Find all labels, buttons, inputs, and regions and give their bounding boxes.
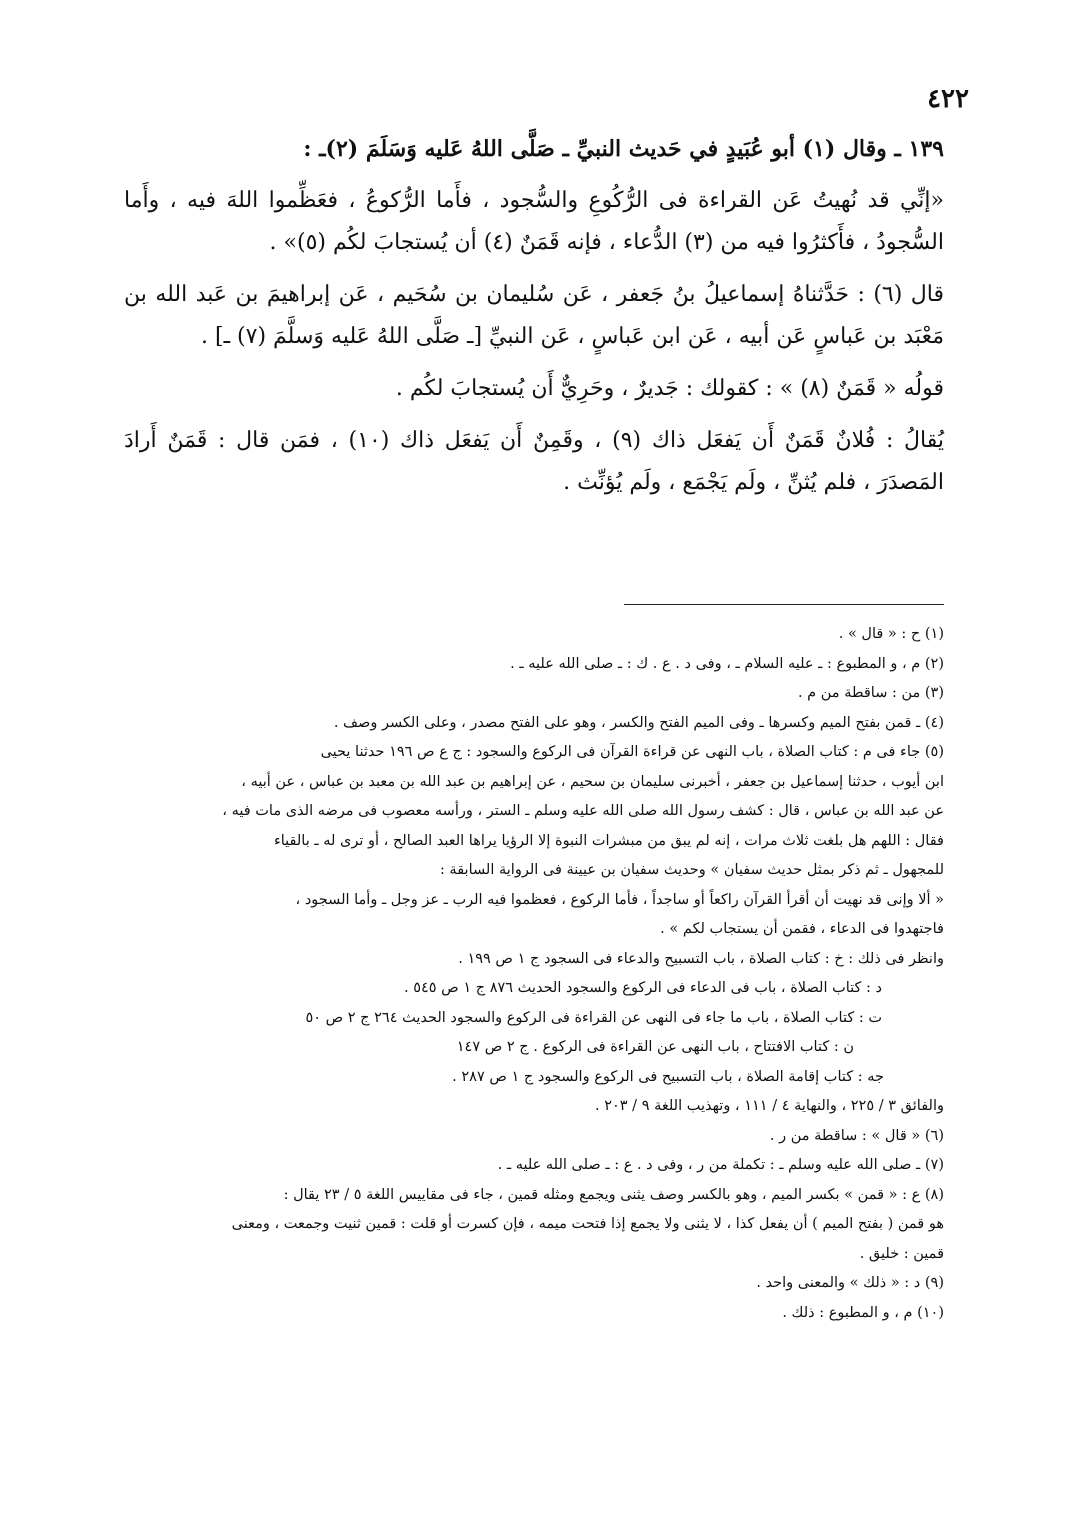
footnote-line: (٩) د : « ذلك » والمعنى واحد .	[756, 1275, 944, 1291]
main-paragraph: قولُه « قَمَنٌ (٨) » : كقولك : جَديرٌ ، وحَرِيٌّ أَن يُستجابَ لكُم .	[395, 376, 944, 401]
footnote-line: (١) ح : « قال » .	[838, 626, 944, 642]
footnote-line: (٥) جاء فى م : كتاب الصلاة ، باب النهى عن قراءة القرآن فى الركوع والسجود : ج ع ص ١٩٦ حدثنا يحيى	[320, 744, 944, 760]
main-paragraph: «إنِّي قد نُهيتُ عَن القراءة فى الرُّكُوعِ والسُّجود ، فأَما الرُّكوعُ ، فعَظِّموا اللهَ فيه ، وأَما السُّجودُ ، فأَكثرُوا فيه من (٣) الدُّعاء ، فإنه قَمَنٌ (٤) أن يُستجابَ لكُم (٥)» .	[124, 188, 944, 255]
footnote-line: (٧) ـ صلى الله عليه وسلم ـ : تكملة من ر ، وفى د . ع : ـ صلى الله عليه ـ .	[497, 1157, 944, 1173]
footnote-line: « ألا وإنى قد نهيت أن أقرأ القرآن راكعاً أو ساجداً ، فأما الركوع ، فعظموا فيه الرب ـ عز وجل ـ وأما السجود ،	[295, 891, 944, 908]
footnote-divider	[624, 604, 944, 605]
footnote-line: ابن أيوب ، حدثنا إسماعيل بن جعفر ، أخبرنى سليمان بن سحيم ، عن إبراهيم بن عبد الله بن معبد بن عباس ، عن أبيه ،	[241, 773, 944, 790]
footnote-line: (٣) من : ساقطة من م .	[797, 685, 944, 701]
main-paragraph: قال (٦) : حَدَّثناهُ إسماعيلُ بنُ جَعفر ، عَن سُليمان بن سُحَيم ، عَن إبراهيمَ بن عَبد الله بن مَعْبَد بن عَباسٍ عَن أبيه ، عَن ابن عَباسٍ ، عَن النبيِّ [ـ صَلَّى اللهُ عَليه وَسلَّمَ (٧) ـ] .	[124, 282, 945, 349]
page-number: ٤٢٢	[927, 84, 969, 114]
footnote-line: ت : كتاب الصلاة ، باب ما جاء فى النهى عن القراءة فى الركوع والسجود الحديث ٢٦٤ ج ٢ ص ٥٠	[305, 1009, 882, 1026]
main-text	[124, 128, 944, 514]
footnote-line: فاجتهدوا فى الدعاء ، فقمن أن يستجاب لكم » .	[660, 921, 944, 937]
footnote-line: فقال : اللهم هل بلغت ثلاث مرات ، إنه لم يبق من مبشرات النبوة إلا الرؤيا يراها العبد الصالح ، أو ترى له ـ بالقياء	[273, 832, 944, 849]
footnote-line: ن : كتاب الافتتاح ، باب النهى عن القراءة فى الركوع . ج ٢ ص ١٤٧	[456, 1039, 854, 1055]
main-paragraph: ١٣٩ ـ وقال (١) أبو عُبَيدٍ في حَديث النبيِّ ـ صَلَّى اللهُ عَليه وَسَلَمَ (٢)ـ :	[303, 136, 944, 162]
footnote-line: هو قمن ( بفتح الميم ) أن يفعل كذا ، لا يثنى ولا يجمع إذا فتحت ميمه ، فإن كسرت أو قلت : قمين ثنيت وجمعت ، ومعنى	[231, 1216, 944, 1232]
footnote-line: قمين : خليق .	[859, 1245, 944, 1262]
footnote-line: وانظر فى ذلك : خ : كتاب الصلاة ، باب التسبيح والدعاء فى السجود ج ١ ص ١٩٩ .	[458, 950, 944, 967]
footnote-line: والفائق ٣ / ٢٢٥ ، والنهاية ٤ / ١١١ ، وتهذيب اللغة ٩ / ٢٠٣ .	[594, 1098, 944, 1114]
footnote-line: للمجهول ـ ثم ذكر بمثل حديث سفيان » وحديث سفيان بن عيينة فى الرواية السابقة :	[439, 862, 944, 878]
footnotes	[114, 620, 944, 1328]
footnote-line: جه : كتاب إقامة الصلاة ، باب التسبيح فى الركوع والسجود ج ١ ص ٢٨٧ .	[452, 1068, 884, 1085]
footnote-line: د : كتاب الصلاة ، باب فى الدعاء فى الركوع والسجود الحديث ٨٧٦ ج ١ ص ٥٤٥ .	[403, 980, 882, 996]
footnote-line: عن عبد الله بن عباس ، قال : كشف رسول الله صلى الله عليه وسلم ـ الستر ، ورأسه معصوب فى مرضه الذى مات فيه ،	[222, 803, 944, 819]
footnote-line: (٨) ع : « قمن » بكسر الميم ، وهو بالكسر وصف يثنى ويجمع ومثله قمين ، جاء فى مقاييس اللغة ٥ / ٢٣ يقال :	[283, 1186, 944, 1203]
footnote-line: (٦) « قال » : ساقطة من ر .	[769, 1127, 944, 1144]
main-paragraph: يُقالُ : فُلانٌ قَمَنٌ أَن يَفعَل ذاك (٩) ، وقَمِنٌ أَن يَفعَل ذاك (١٠) ، فمَن قال : قَمَنٌ أَرادَ المَصدَرَ ، فلم يُثنِّ ، ولَم يَجْمَع ، ولَم يُؤنِّث .	[124, 428, 944, 495]
footnote-line: (٢) م ، و المطبوع : ـ عليه السلام ـ ، وفى د . ع . ك : ـ صلى الله عليه ـ .	[510, 655, 944, 672]
footnote-line: (٤) ـ قمن بفتح الميم وكسرها ـ وفى الميم الفتح والكسر ، وهو على الفتح مصدر ، وعلى الكسر وصف .	[333, 714, 944, 731]
footnote-line: (١٠) م ، و المطبوع : ذلك .	[782, 1304, 944, 1321]
